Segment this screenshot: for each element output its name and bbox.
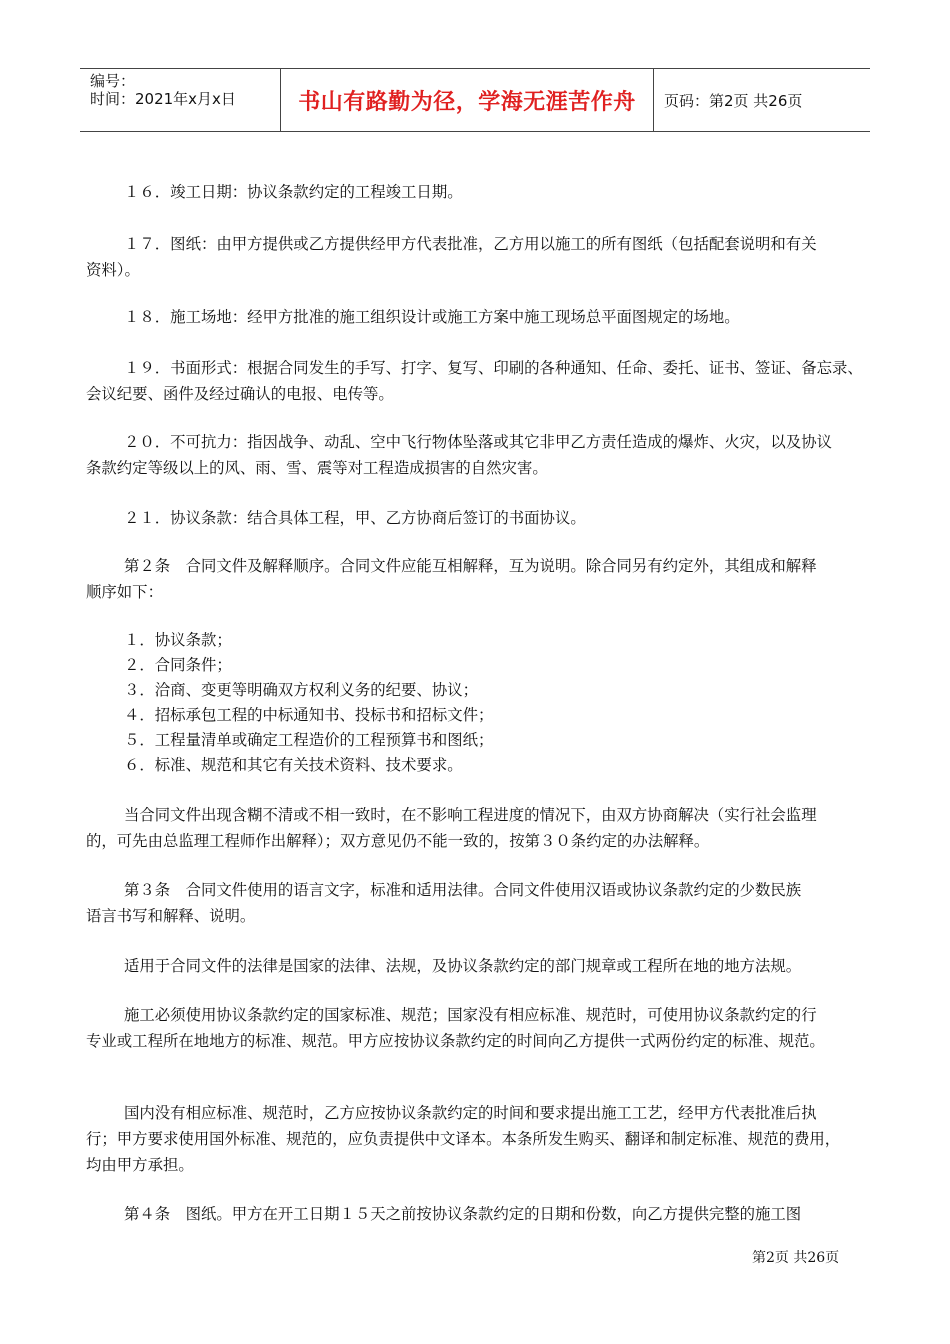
- header-meta: [80, 69, 281, 131]
- clause-20-line2: 条款约定等级以上的风、雨、雪、震等对工程造成损害的自然灾害。: [86, 459, 548, 477]
- article-2-line1: 第２条 合同文件及解释顺序。合同文件应能互相解释，互为说明。除合同另有约定外，其组成和解释: [124, 557, 817, 575]
- list-item: １．协议条款；: [124, 631, 232, 649]
- number-label: 编号：: [90, 72, 136, 90]
- page-footer: 第2页 共26页: [752, 1250, 840, 1266]
- conflict-line2: 的，可先由总监理工程师作出解释）；双方意见仍不能一致的，按第３０条约定的办法解释。: [86, 832, 710, 850]
- date-label: 时间：2021年x月x日: [90, 90, 236, 108]
- clause-21: ２１．协议条款：结合具体工程，甲、乙方协商后签订的书面协议。: [124, 509, 586, 527]
- list-item: ２．合同条件；: [124, 656, 232, 674]
- clause-20-line1: ２０．不可抗力：指因战争、动乱、空中飞行物体坠落或其它非甲乙方责任造成的爆炸、火灾，以及协议: [124, 433, 832, 451]
- page-indicator: 页码：第2页 共26页: [664, 91, 803, 110]
- list-item: ４．招标承包工程的中标通知书、投标书和招标文件；: [124, 706, 494, 724]
- list-item: ５．工程量清单或确定工程造价的工程预算书和图纸；: [124, 731, 494, 749]
- domestic-line1: 国内没有相应标准、规范时，乙方应按协议条款约定的时间和要求提出施工工艺，经甲方代表批准后执: [124, 1104, 817, 1122]
- clause-18: １８．施工场地：经甲方批准的施工组织设计或施工方案中施工现场总平面图规定的场地。: [124, 308, 740, 326]
- article-3-line1: 第３条 合同文件使用的语言文字，标准和适用法律。合同文件使用汉语或协议条款约定的少数民族: [124, 881, 802, 899]
- motto: 书山有路勤为径，学海无涯苦作舟: [281, 69, 654, 131]
- law-paragraph: 适用于合同文件的法律是国家的法律、法规，及协议条款约定的部门规章或工程所在地的地方法规。: [124, 957, 802, 975]
- domestic-line3: 均由甲方承担。: [86, 1156, 194, 1174]
- domestic-line2: 行；甲方要求使用国外标准、规范的，应负责提供中文译本。本条所发生购买、翻译和制定标准、规范的费用，: [86, 1130, 841, 1148]
- standards-line2: 专业或工程所在地地方的标准、规范。甲方应按协议条款约定的时间向乙方提供一式两份约定的标准、规范。: [86, 1032, 825, 1050]
- clause-16: １６．竣工日期：协议条款约定的工程竣工日期。: [124, 183, 463, 201]
- conflict-line1: 当合同文件出现含糊不清或不相一致时，在不影响工程进度的情况下，由双方协商解决（实行社会监理: [124, 806, 817, 824]
- standards-line1: 施工必须使用协议条款约定的国家标准、规范；国家没有相应标准、规范时，可使用协议条款约定的行: [124, 1006, 817, 1024]
- clause-17-line2: 资料）。: [86, 261, 140, 279]
- list-item: ６．标准、规范和其它有关技术资料、技术要求。: [124, 756, 463, 774]
- clause-19-line2: 会议纪要、函件及经过确认的电报、电传等。: [86, 385, 394, 403]
- clause-19-line1: １９．书面形式：根据合同发生的手写、打字、复写、印刷的各种通知、任命、委托、证书、签证、备忘录、: [124, 359, 863, 377]
- clause-17-line1: １７．图纸：由甲方提供或乙方提供经甲方代表批准，乙方用以施工的所有图纸（包括配套说明和有关: [124, 235, 817, 253]
- article-3-line2: 语言书写和解释、说明。: [86, 907, 256, 925]
- article-2-line2: 顺序如下：: [86, 583, 163, 601]
- article-4-line1: 第４条 图纸。甲方在开工日期１５天之前按协议条款约定的日期和份数，向乙方提供完整的施工图: [124, 1205, 802, 1223]
- page-header: [80, 68, 870, 132]
- list-item: ３．洽商、变更等明确双方权利义务的纪要、协议；: [124, 681, 478, 699]
